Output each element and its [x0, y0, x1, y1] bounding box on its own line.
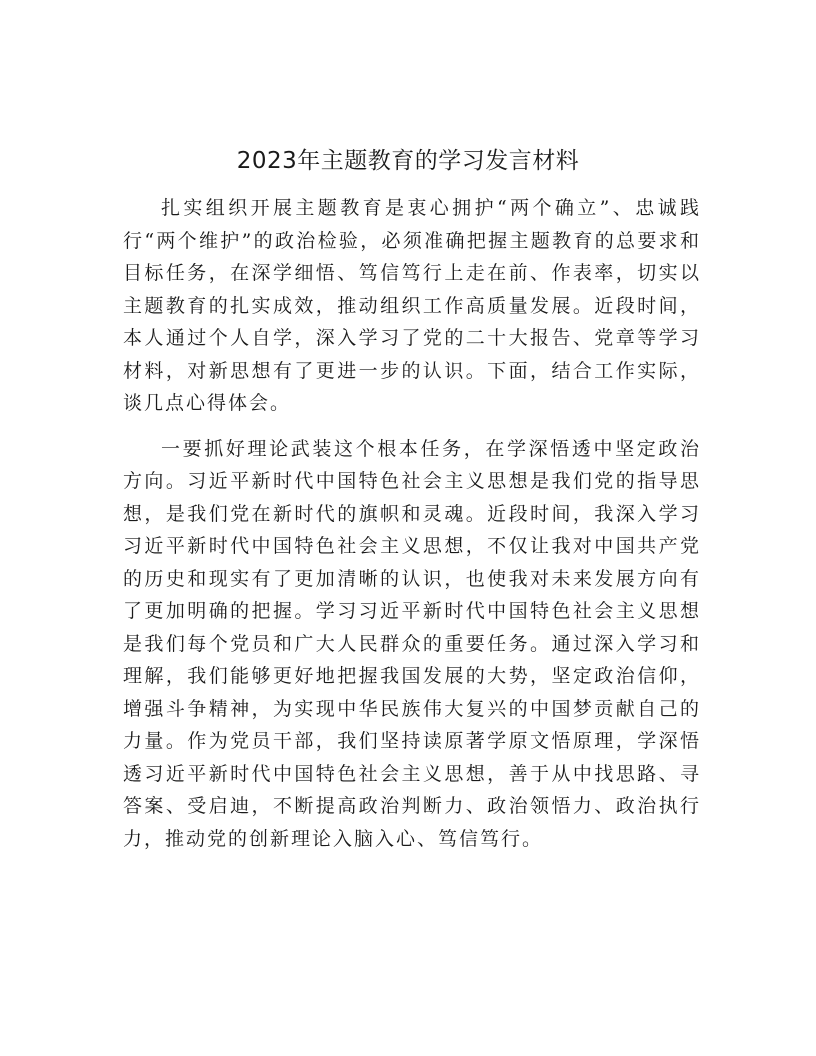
- paragraph-theory: 一要抓好理论武装这个根本任务，在学深悟透中坚定政治方向。习近平新时代中国特色社会主义思想是我们党的指导思想，是我们党在新时代的旗帜和灵魂。近段时间，我深入学习习近平新时代中国特色社会主义思想，不仅让我对中国共产党的历史和现实有了更加清晰的认识，也使我对未来发展方向有了更加明确的把握。学习习近平新时代中国特色社会主义思想是我们每个党员和广大人民群众的重要任务。通过深入学习和理解，我们能够更好地把握我国发展的大势，坚定政治信仰，增强斗争精神，为实现中华民族伟大复兴的中国梦贡献自己的力量。作为党员干部，我们坚持读原著学原文悟原理，学深悟透习近平新时代中国特色社会主义思想，善于从中找思路、寻答案、受启迪，不断提高政治判断力、政治领悟力、政治执行力，推动党的创新理论入脑入心、笃信笃行。: [123, 437, 701, 850]
- document-title: 2023年主题教育的学习发言材料: [236, 148, 580, 174]
- paragraph-intro: 扎实组织开展主题教育是衷心拥护“两个确立”、忠诚践行“两个维护”的政治检验，必须准确把握主题教育的总要求和目标任务，在深学细悟、笃信笃行上走在前、作表率，切实以主题教育的扎实成效，推动组织工作高质量发展。近段时间，本人通过个人自学，深入学习了党的二十大报告、党章等学习材料，对新思想有了更进一步的认识。下面，结合工作实际，谈几点心得体会。: [123, 197, 701, 414]
- document-body: [123, 192, 701, 868]
